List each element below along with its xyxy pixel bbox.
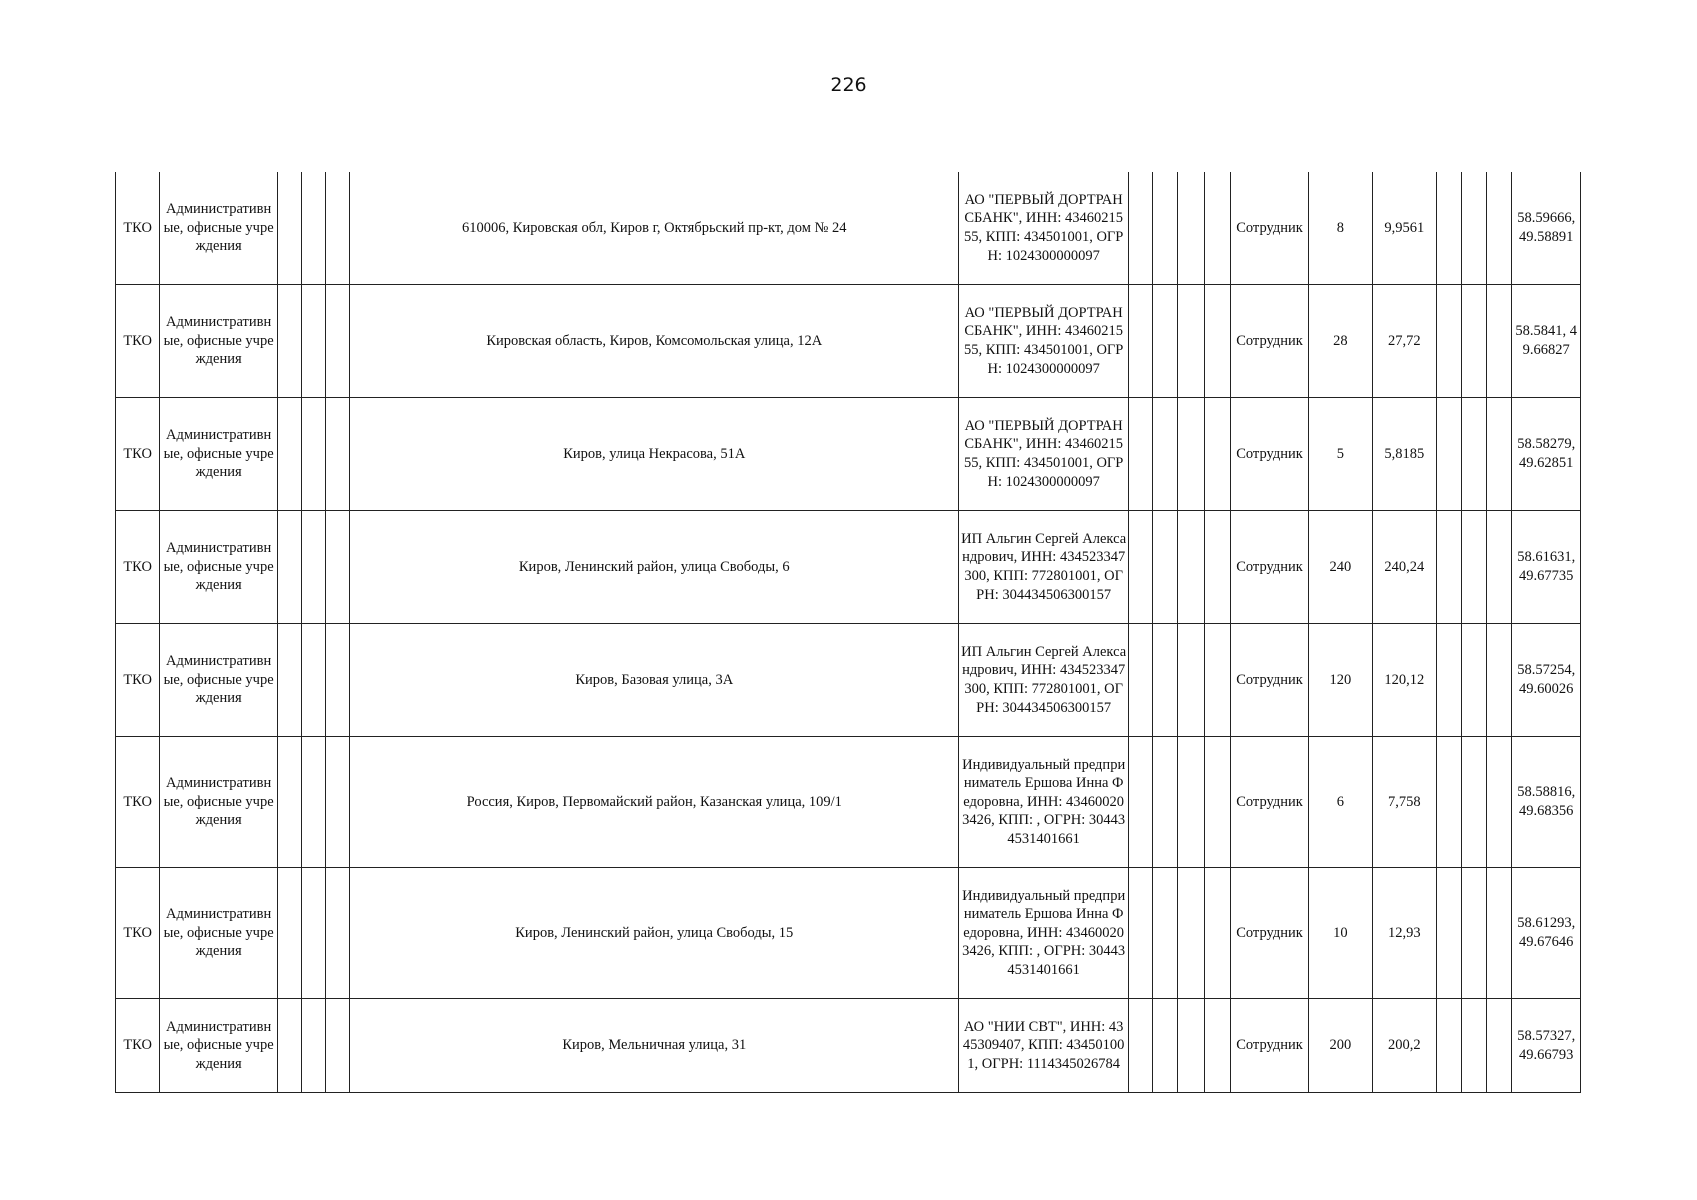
- category-cell: Административные, офисные учреждения: [160, 999, 278, 1093]
- empty-cell: [1437, 511, 1462, 624]
- empty-cell: [1462, 172, 1487, 285]
- empty-cell: [1437, 868, 1462, 999]
- empty-cell: [1204, 868, 1230, 999]
- empty-cell: [1178, 737, 1204, 868]
- coords-cell: 58.58816, 49.68356: [1512, 737, 1581, 868]
- table-row: [116, 398, 1581, 511]
- empty-cell: [326, 868, 350, 999]
- owner-cell: АО "ПЕРВЫЙ ДОРТРАНСБАНК", ИНН: 4346021555, КПП: 434501001, ОГРН: 1024300000097: [959, 285, 1129, 398]
- waste-type-cell: ТКО: [116, 172, 160, 285]
- empty-cell: [1129, 999, 1153, 1093]
- waste-type-cell: ТКО: [116, 285, 160, 398]
- unit-cell: Сотрудник: [1230, 285, 1308, 398]
- empty-cell: [302, 172, 326, 285]
- empty-cell: [302, 285, 326, 398]
- empty-cell: [1437, 737, 1462, 868]
- table-row: [116, 868, 1581, 999]
- empty-cell: [1437, 624, 1462, 737]
- coords-cell: 58.57327, 49.66793: [1512, 999, 1581, 1093]
- empty-cell: [326, 624, 350, 737]
- empty-cell: [1129, 624, 1153, 737]
- count-cell: 200: [1309, 999, 1372, 1093]
- empty-cell: [1129, 737, 1153, 868]
- empty-cell: [1487, 172, 1512, 285]
- empty-cell: [1487, 868, 1512, 999]
- empty-cell: [1462, 624, 1487, 737]
- unit-cell: Сотрудник: [1230, 172, 1308, 285]
- empty-cell: [1178, 868, 1204, 999]
- empty-cell: [1487, 285, 1512, 398]
- count-cell: 28: [1309, 285, 1372, 398]
- empty-cell: [1204, 511, 1230, 624]
- empty-cell: [1487, 624, 1512, 737]
- empty-cell: [1153, 398, 1178, 511]
- category-cell: Административные, офисные учреждения: [160, 511, 278, 624]
- empty-cell: [1487, 511, 1512, 624]
- empty-cell: [302, 868, 326, 999]
- volume-cell: 200,2: [1372, 999, 1436, 1093]
- unit-cell: Сотрудник: [1230, 868, 1308, 999]
- coords-cell: 58.57254, 49.60026: [1512, 624, 1581, 737]
- volume-cell: 120,12: [1372, 624, 1436, 737]
- count-cell: 120: [1309, 624, 1372, 737]
- empty-cell: [326, 285, 350, 398]
- waste-registry-table: [115, 172, 1581, 1093]
- empty-cell: [1178, 624, 1204, 737]
- table-row: [116, 511, 1581, 624]
- empty-cell: [1153, 868, 1178, 999]
- empty-cell: [277, 737, 301, 868]
- unit-cell: Сотрудник: [1230, 999, 1308, 1093]
- volume-cell: 5,8185: [1372, 398, 1436, 511]
- owner-cell: АО "НИИ СВТ", ИНН: 4345309407, КПП: 434501001, ОГРН: 1114345026784: [959, 999, 1129, 1093]
- empty-cell: [1487, 737, 1512, 868]
- empty-cell: [1462, 868, 1487, 999]
- empty-cell: [302, 624, 326, 737]
- coords-cell: 58.58279, 49.62851: [1512, 398, 1581, 511]
- empty-cell: [302, 398, 326, 511]
- table-row: [116, 999, 1581, 1093]
- empty-cell: [1487, 398, 1512, 511]
- owner-cell: Индивидуальный предприниматель Ершова Инна Федоровна, ИНН: 434600203426, КПП: , ОГРН: 304434531401661: [959, 868, 1129, 999]
- empty-cell: [1153, 737, 1178, 868]
- empty-cell: [1204, 999, 1230, 1093]
- empty-cell: [1153, 285, 1178, 398]
- empty-cell: [277, 285, 301, 398]
- waste-type-cell: ТКО: [116, 511, 160, 624]
- empty-cell: [1129, 511, 1153, 624]
- volume-cell: 240,24: [1372, 511, 1436, 624]
- empty-cell: [1129, 285, 1153, 398]
- count-cell: 5: [1309, 398, 1372, 511]
- table-row: [116, 737, 1581, 868]
- unit-cell: Сотрудник: [1230, 737, 1308, 868]
- empty-cell: [1178, 999, 1204, 1093]
- waste-type-cell: ТКО: [116, 999, 160, 1093]
- empty-cell: [1204, 624, 1230, 737]
- address-cell: Киров, Мельничная улица, 31: [350, 999, 959, 1093]
- waste-type-cell: ТКО: [116, 624, 160, 737]
- table-row: [116, 624, 1581, 737]
- empty-cell: [1204, 737, 1230, 868]
- empty-cell: [277, 999, 301, 1093]
- volume-cell: 27,72: [1372, 285, 1436, 398]
- coords-cell: 58.61293, 49.67646: [1512, 868, 1581, 999]
- volume-cell: 7,758: [1372, 737, 1436, 868]
- empty-cell: [1462, 999, 1487, 1093]
- address-cell: Киров, Базовая улица, 3А: [350, 624, 959, 737]
- owner-cell: АО "ПЕРВЫЙ ДОРТРАНСБАНК", ИНН: 4346021555, КПП: 434501001, ОГРН: 1024300000097: [959, 398, 1129, 511]
- category-cell: Административные, офисные учреждения: [160, 868, 278, 999]
- coords-cell: 58.5841, 49.66827: [1512, 285, 1581, 398]
- unit-cell: Сотрудник: [1230, 398, 1308, 511]
- empty-cell: [1204, 285, 1230, 398]
- category-cell: Административные, офисные учреждения: [160, 398, 278, 511]
- empty-cell: [1178, 285, 1204, 398]
- empty-cell: [1462, 737, 1487, 868]
- empty-cell: [1437, 172, 1462, 285]
- empty-cell: [326, 511, 350, 624]
- empty-cell: [1178, 398, 1204, 511]
- table-row: [116, 172, 1581, 285]
- page-number: 226: [830, 74, 867, 96]
- empty-cell: [277, 624, 301, 737]
- empty-cell: [1204, 398, 1230, 511]
- count-cell: 8: [1309, 172, 1372, 285]
- address-cell: Киров, Ленинский район, улица Свободы, 15: [350, 868, 959, 999]
- category-cell: Административные, офисные учреждения: [160, 737, 278, 868]
- empty-cell: [1178, 511, 1204, 624]
- empty-cell: [1462, 398, 1487, 511]
- owner-cell: АО "ПЕРВЫЙ ДОРТРАНСБАНК", ИНН: 4346021555, КПП: 434501001, ОГРН: 1024300000097: [959, 172, 1129, 285]
- empty-cell: [1178, 172, 1204, 285]
- unit-cell: Сотрудник: [1230, 511, 1308, 624]
- empty-cell: [1437, 285, 1462, 398]
- empty-cell: [302, 737, 326, 868]
- waste-type-cell: ТКО: [116, 737, 160, 868]
- empty-cell: [277, 868, 301, 999]
- unit-cell: Сотрудник: [1230, 624, 1308, 737]
- empty-cell: [1437, 999, 1462, 1093]
- address-cell: Россия, Киров, Первомайский район, Казанская улица, 109/1: [350, 737, 959, 868]
- coords-cell: 58.59666, 49.58891: [1512, 172, 1581, 285]
- count-cell: 6: [1309, 737, 1372, 868]
- count-cell: 10: [1309, 868, 1372, 999]
- volume-cell: 12,93: [1372, 868, 1436, 999]
- coords-cell: 58.61631, 49.67735: [1512, 511, 1581, 624]
- empty-cell: [277, 172, 301, 285]
- empty-cell: [1462, 511, 1487, 624]
- owner-cell: Индивидуальный предприниматель Ершова Инна Федоровна, ИНН: 434600203426, КПП: , ОГРН: 304434531401661: [959, 737, 1129, 868]
- owner-cell: ИП Альгин Сергей Александрович, ИНН: 434523347300, КПП: 772801001, ОГРН: 304434506300157: [959, 511, 1129, 624]
- empty-cell: [277, 511, 301, 624]
- empty-cell: [302, 511, 326, 624]
- waste-type-cell: ТКО: [116, 868, 160, 999]
- address-cell: Киров, улица Некрасова, 51А: [350, 398, 959, 511]
- address-cell: Киров, Ленинский район, улица Свободы, 6: [350, 511, 959, 624]
- empty-cell: [1153, 172, 1178, 285]
- category-cell: Административные, офисные учреждения: [160, 624, 278, 737]
- empty-cell: [1153, 624, 1178, 737]
- owner-cell: ИП Альгин Сергей Александрович, ИНН: 434523347300, КПП: 772801001, ОГРН: 304434506300157: [959, 624, 1129, 737]
- empty-cell: [1129, 172, 1153, 285]
- empty-cell: [1462, 285, 1487, 398]
- volume-cell: 9,9561: [1372, 172, 1436, 285]
- empty-cell: [326, 737, 350, 868]
- empty-cell: [302, 999, 326, 1093]
- empty-cell: [326, 398, 350, 511]
- empty-cell: [1437, 398, 1462, 511]
- address-cell: 610006, Кировская обл, Киров г, Октябрьский пр-кт, дом № 24: [350, 172, 959, 285]
- empty-cell: [1204, 172, 1230, 285]
- empty-cell: [326, 999, 350, 1093]
- count-cell: 240: [1309, 511, 1372, 624]
- empty-cell: [1129, 868, 1153, 999]
- empty-cell: [1153, 511, 1178, 624]
- waste-type-cell: ТКО: [116, 398, 160, 511]
- empty-cell: [326, 172, 350, 285]
- empty-cell: [277, 398, 301, 511]
- empty-cell: [1153, 999, 1178, 1093]
- address-cell: Кировская область, Киров, Комсомольская улица, 12А: [350, 285, 959, 398]
- category-cell: Административные, офисные учреждения: [160, 285, 278, 398]
- empty-cell: [1129, 398, 1153, 511]
- table-row: [116, 285, 1581, 398]
- category-cell: Административные, офисные учреждения: [160, 172, 278, 285]
- empty-cell: [1487, 999, 1512, 1093]
